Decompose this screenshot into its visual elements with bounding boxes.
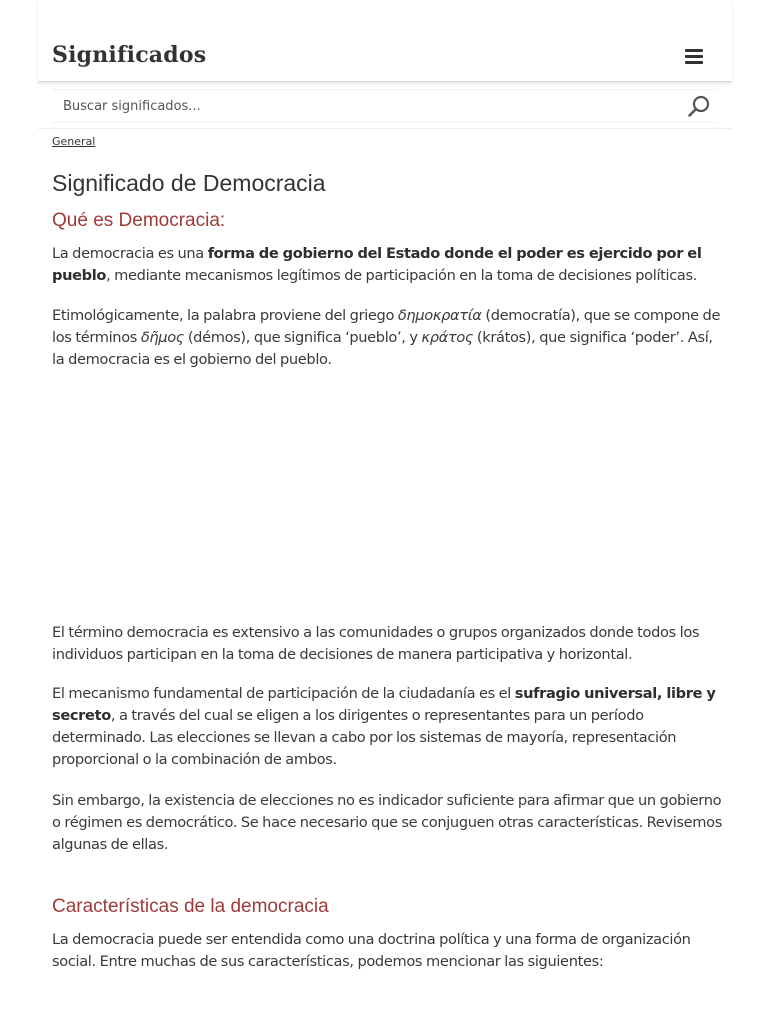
paragraph-etymology: Etimológicamente, la palabra proviene del griego δημοκρατία (democratía), que se compone de los términos δῆμος (démos), que significa ‘pueblo’, y κράτος (krátos), que significa ‘poder’. Así, la democracia es el gobierno del pueblo.: [52, 307, 721, 368]
search-box: [52, 89, 717, 123]
page-title: Significado de Democracia: [52, 170, 326, 196]
search-icon[interactable]: [685, 92, 713, 120]
search-input[interactable]: [52, 90, 672, 122]
search-bar: [38, 82, 732, 129]
section-heading-que-es: Qué es Democracia:: [52, 210, 226, 231]
breadcrumb-general[interactable]: General: [52, 135, 96, 148]
ad-space: [52, 382, 722, 612]
section-heading-caracteristicas: Características de la democracia: [52, 896, 329, 917]
paragraph-extension: El término democracia es extensivo a las comunidades o grupos organizados donde todos los individuos participan en la toma de decisiones de manera participativa y horizontal.: [52, 624, 700, 663]
paragraph-elections: Sin embargo, la existencia de elecciones no es indicador suficiente para afirmar que un gobierno o régimen es democrático. Se hace necesario que se conjuguen otras características. Revisemos algunas de ellas.: [52, 792, 722, 853]
site-header: [38, 0, 732, 82]
paragraph-suffrage: El mecanismo fundamental de participación de la ciudadanía es el sufragio universal, libre y secreto, a través del cual se eligen a los dirigentes o representantes para un período determinado. Las elecciones se llevan a cabo por los sistemas de mayoría, representación proporcional o la combinación de ambos.: [52, 685, 716, 768]
paragraph-characteristics-intro: La democracia puede ser entendida como una doctrina política y una forma de organización social. Entre muchas de sus características, podemos mencionar las siguientes:: [52, 931, 691, 970]
site-logo[interactable]: Significados: [52, 42, 207, 68]
hamburger-menu-icon[interactable]: [682, 47, 708, 69]
paragraph-definition: La democracia es una forma de gobierno del Estado donde el poder es ejercido por el pueblo, mediante mecanismos legítimos de participación en la toma de decisiones políticas.: [52, 245, 702, 284]
